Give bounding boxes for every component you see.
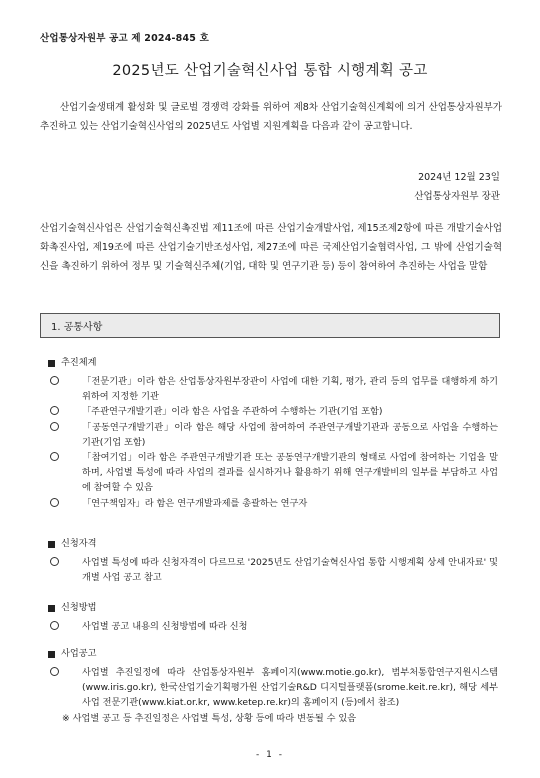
method-heading: 신청방법 — [40, 600, 502, 616]
list-item: 「주관연구개발기관」이라 함은 사업을 주관하여 수행하는 기관(기업 포함) — [40, 404, 502, 419]
circle-bullet-icon — [50, 452, 59, 461]
circle-bullet-icon — [50, 498, 59, 507]
circle-bullet-icon — [50, 376, 59, 385]
circle-bullet-icon — [50, 422, 59, 431]
list-item: 사업별 공고 내용의 신청방법에 따라 신청 — [40, 619, 502, 634]
circle-bullet-icon — [50, 621, 59, 630]
list-item: 「전문기관」이라 함은 산업통상자원부장관이 사업에 대한 기획, 평가, 관리 등의 업무를 대행하게 하기 위하여 지정한 기관 — [40, 374, 502, 404]
issuer: 산업통상자원부 장관 — [414, 191, 500, 202]
section-label: 1. 공통사항 — [51, 322, 103, 333]
list-item: 「공동연구개발기관」이라 함은 해당 사업에 참여하여 주관연구개발기관과 공동으로 사업을 수행하는 기관(기업 포함) — [40, 420, 502, 450]
square-bullet-icon — [48, 360, 55, 367]
square-bullet-icon — [48, 651, 55, 658]
intro-paragraph: 산업기술생태계 활성화 및 글로벌 경쟁력 강화를 위하여 제8차 산업기술혁신계획에 의거 산업통상자원부가 추진하고 있는 산업기술혁신사업의 2025년도 사업별 지원계획을 다음과 같이 공고합니다. — [40, 102, 502, 132]
eligibility-heading: 신청자격 — [40, 536, 502, 552]
structure-block — [40, 355, 502, 511]
circle-bullet-icon — [50, 667, 59, 676]
definition-paragraph: 산업기술혁신사업은 산업기술혁신촉진법 제11조에 따른 산업기술개발사업, 제15조제2항에 따른 개발기술사업화촉진사업, 제19조에 따른 산업기술기반조성사업, 제27조에 따른 국제산업기술협력사업, 그 밖에 산업기술혁신을 촉진하기 위하여 정부 및 기술혁신주체(기업, 대학 및 연구기관 등) 등이 참여하여 추진하는 사업을 말함 — [40, 223, 502, 272]
circle-bullet-icon — [50, 557, 59, 566]
notice-number: 산업통상자원부 공고 제 2024-845 호 — [40, 33, 209, 44]
signature-block — [414, 168, 500, 206]
square-bullet-icon — [48, 541, 55, 548]
list-item: 「연구책임자」라 함은 연구개발과제를 총괄하는 연구자 — [40, 496, 502, 511]
list-item: 사업별 추진일정에 따라 산업통상자원부 홈페이지(www.motie.go.kr), 범부처통합연구지원시스템(www.iris.go.kr), 한국산업기술기획평가원 산업기술R&D 디지털플랫폼(srome.keit.re.kr), 해당 세부사업 전문기관(www.kiat.or.kr, www.ketep.re.kr)의 홈페이지 (등)에서 참조) — [40, 665, 502, 711]
page-number: - 1 - — [256, 750, 284, 760]
announcement-block — [40, 646, 502, 726]
method-block — [40, 600, 502, 634]
list-item: 사업별 특성에 따라 신청자격이 다르므로 '2025년도 산업기술혁신사업 통합 시행계획 상세 안내자료' 및 개별 사업 공고 참고 — [40, 555, 502, 585]
structure-heading: 추진체계 — [40, 355, 502, 371]
document-title: 2025년도 산업기술혁신사업 통합 시행계획 공고 — [112, 63, 428, 79]
announcement-heading: 사업공고 — [40, 646, 502, 662]
section-header-common — [40, 313, 500, 338]
list-item: 「참여기업」이라 함은 주관연구개발기관 또는 공동연구개발기관의 형태로 사업에 참여하는 기업을 말하며, 사업별 특성에 따라 사업의 결과를 실시하거나 활용하기 위해 연구개발비의 일부를 부담하고 사업에 참여할 수 있음 — [40, 450, 502, 496]
announcement-note: ※ 사업별 공고 등 추진일정은 사업별 특성, 상황 등에 따라 변동될 수 있음 — [62, 712, 357, 724]
circle-bullet-icon — [50, 406, 59, 415]
issue-date: 2024년 12월 23일 — [418, 172, 500, 183]
square-bullet-icon — [48, 605, 55, 612]
eligibility-block — [40, 536, 502, 585]
